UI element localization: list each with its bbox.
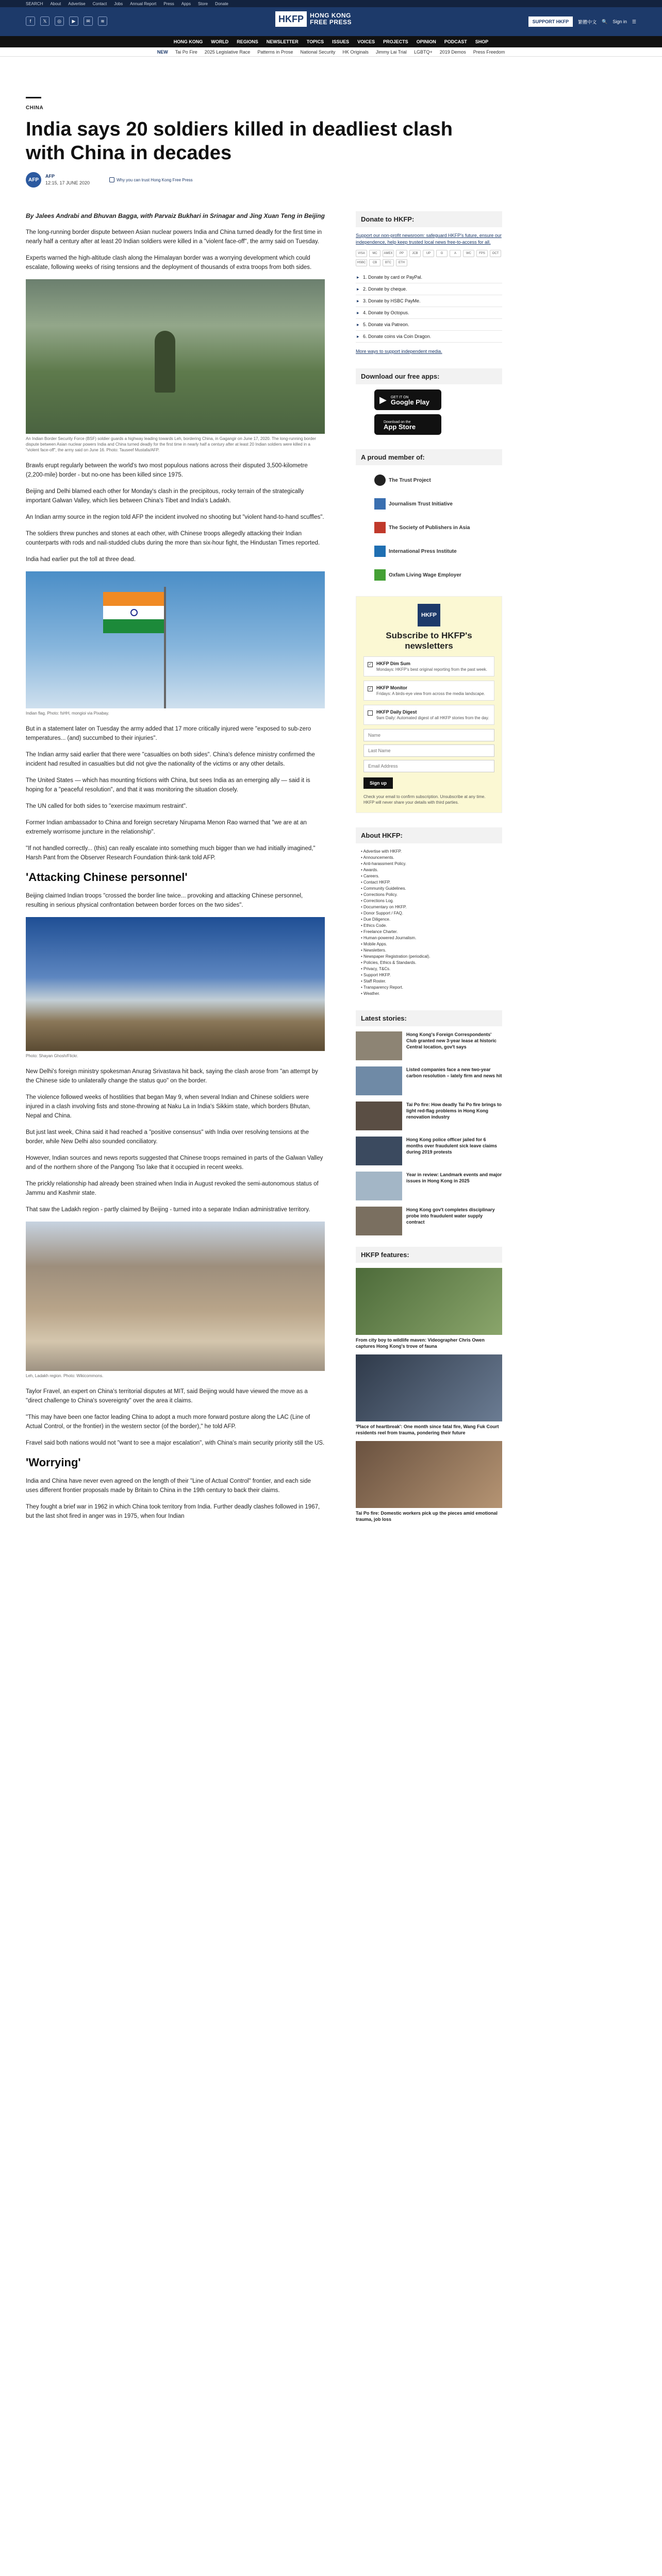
instagram-icon[interactable]: ◎ xyxy=(55,16,64,26)
rss-icon[interactable]: ≋ xyxy=(98,16,107,26)
ticker-item[interactable]: Jimmy Lai Trial xyxy=(375,49,407,55)
ethereum-icon: ETH xyxy=(396,259,407,266)
topbar-link-jobs[interactable]: Jobs xyxy=(114,1,123,6)
about-link[interactable]: • Policies, Ethics & Standards. xyxy=(361,960,502,966)
newsletter-widget xyxy=(356,596,502,813)
google-play-icon: ▶ xyxy=(379,394,387,405)
paragraph: The long-running border dispute between Asian nuclear powers India and China turned deadly for the first time in nearly half a century after at least 20 Indian soldiers were killed in a "violent face-off", the army said on Tuesday. xyxy=(26,229,322,245)
unionpay-icon: UP xyxy=(423,250,434,257)
features-widget xyxy=(356,1247,502,1522)
member-trust-project[interactable]: The Trust Project xyxy=(374,471,502,489)
ticker-item[interactable]: LGBTQ+ xyxy=(413,49,433,55)
paragraph: An Indian army source in the region told AFP the incident involved no shooting but "violent hand-to-hand scuffles". xyxy=(26,514,324,520)
paragraph: The UN called for both sides to "exercise maximum restraint". xyxy=(26,803,188,809)
wechat-icon: WC xyxy=(463,250,474,257)
paragraph: "This may have been one factor leading China to adopt a much more forward posture along the LAC (Line of Actual Control, or the frontier) in the western sector (of the border)," he told AFP. xyxy=(26,1414,310,1430)
author-name[interactable]: AFP xyxy=(45,174,55,179)
nav-shop[interactable]: SHOP xyxy=(475,39,489,44)
paragraph: Beijing and Delhi blamed each other for Monday's clash in the precipitous, rocky terrain of the strategically important Galwan Valley, which lies between China's Tibet and India's Ladakh. xyxy=(26,488,304,504)
first-name-input[interactable] xyxy=(363,729,494,741)
payment-icons xyxy=(356,250,502,266)
subheading: 'Attacking Chinese personnel' xyxy=(26,871,188,884)
figure-soldier xyxy=(26,279,325,453)
photo-china-landscape[interactable] xyxy=(26,917,325,1051)
email-input[interactable] xyxy=(363,760,494,772)
ticker-new-label: NEW xyxy=(157,49,168,55)
about-link[interactable]: • Donor Support / FAQ. xyxy=(361,910,502,917)
checkbox[interactable]: ✓ xyxy=(368,686,372,691)
nav-topics[interactable]: TOPICS xyxy=(306,39,324,44)
donate-options xyxy=(356,272,502,343)
byline xyxy=(26,172,193,188)
signin-link[interactable]: Sign in xyxy=(613,19,627,24)
app-store-button[interactable]: Download on the App Store xyxy=(374,414,441,435)
topbar-link-contact[interactable]: Contact xyxy=(92,1,107,6)
paragraph: The Indian army said earlier that there were "casualties on both sides". China's defence ministry confirmed the incident had resulted in casualties but did not give the nationality of the victims or any other details. xyxy=(26,752,315,767)
about-link[interactable]: • Transparency Report. xyxy=(361,985,502,991)
paragraph: However, Indian sources and news reports suggested that Chinese troops remained in parts of the Galwan Valley and of the northern shore of the Pangong Tso lake that it occupied in recent weeks. xyxy=(26,1155,323,1171)
about-link[interactable]: • Newspaper Registration (periodical). xyxy=(361,954,502,960)
support-button[interactable]: SUPPORT HKFP xyxy=(528,16,573,27)
about-link[interactable]: • Contact HKFP. xyxy=(361,879,502,886)
nav-world[interactable]: WORLD xyxy=(211,39,229,44)
about-link[interactable]: • Documentary on HKFP. xyxy=(361,904,502,910)
newsletter-note: Check your email to confirm subscription. Unsubscribe at any time. HKFP will never share your details with third parties. xyxy=(363,794,486,805)
paragraph: New Delhi's foreign ministry spokesman Anurag Srivastava hit back, saying the clash arose from "an attempt by the Chinese side to unilaterally change the status quo" on the border. xyxy=(26,1069,318,1084)
paypal-icon: PP xyxy=(396,250,407,257)
jcb-icon: JCB xyxy=(409,250,421,257)
about-link[interactable]: • Announcements. xyxy=(361,855,502,861)
sidebar xyxy=(356,211,502,1528)
ticker-item[interactable]: National Security xyxy=(300,49,336,55)
photo-ladakh[interactable] xyxy=(26,1222,325,1371)
hsbc-icon: HSBC xyxy=(356,259,367,266)
about-link[interactable]: • Careers. xyxy=(361,873,502,879)
section-label[interactable]: CHINA xyxy=(26,105,44,111)
latest-story[interactable]: Hong Kong police officer jailed for 6 months over fraudulent sick leave claims during 2019 protests xyxy=(356,1137,502,1165)
member-sopa[interactable]: The Society of Publishers in Asia xyxy=(374,519,502,536)
donate-option[interactable]: ▸ 5. Donate via Patreon. xyxy=(356,319,502,331)
nav-newsletter[interactable]: NEWSLETTER xyxy=(266,39,299,44)
donate-option[interactable]: ▸ 1. Donate by card or PayPal. xyxy=(356,272,502,283)
topbar-link-about[interactable]: About xyxy=(50,1,61,6)
paragraph: But in a statement later on Tuesday the army added that 17 more critically injured were "exposed to sub-zero temperatures... (and) succumbed to their injuries". xyxy=(26,726,311,741)
top-utility-bar xyxy=(0,0,662,7)
ticker-item[interactable]: HK Originals xyxy=(342,49,369,55)
site-logo[interactable] xyxy=(275,11,352,27)
about-link[interactable]: • Advertise with HKFP. xyxy=(361,849,502,855)
subheading: 'Worrying' xyxy=(26,1456,81,1469)
about-link[interactable]: • Newsletters. xyxy=(361,947,502,954)
newsletter-logo: HKFP xyxy=(418,604,440,626)
about-link[interactable]: • Corrections Log. xyxy=(361,898,502,904)
feature-story[interactable]: 'Place of heartbreak': One month since fatal fire, Wang Fuk Court residents reel from trauma, pondering their future xyxy=(356,1354,502,1436)
article-credit: By Jalees Andrabi and Bhuvan Bagga, with Parvaiz Bukhari in Srinagar and Jing Xuan Teng in Beijing xyxy=(26,212,325,219)
about-link[interactable]: • Mobile Apps. xyxy=(361,941,502,947)
ticker-item[interactable]: Patterns in Prose xyxy=(257,49,293,55)
feature-story[interactable]: From city boy to wildlife maven: Videographer Chris Owen captures Hong Kong's trove of fauna xyxy=(356,1268,502,1349)
bitcoin-icon: BTC xyxy=(383,259,394,266)
ticker-item[interactable]: Tai Po Fire xyxy=(175,49,197,55)
about-link[interactable]: • Freelance Charter. xyxy=(361,929,502,935)
paragraph: Taylor Fravel, an expert on China's territorial disputes at MIT, said Beijing would have viewed the move as a "direct challenge to China's sovereignty" over the area it claims. xyxy=(26,1388,308,1404)
site-header xyxy=(0,7,662,36)
donate-text xyxy=(356,232,502,246)
donate-option[interactable]: ▸ 6. Donate coins via Coin Dragon. xyxy=(356,331,502,343)
paragraph: But just last week, China said it had reached a "positive consensus" with India over resolving tensions at the border, while New Delhi also sounded conciliatory. xyxy=(26,1129,309,1145)
member-oxfam[interactable]: Oxfam Living Wage Employer xyxy=(374,566,502,584)
paragraph: The soldiers threw punches and stones at each other, with Chinese troops allegedly attacking their Indian counterparts with rods and nail-studded clubs during the more than six-hour fight, the Hindustan Times reported. xyxy=(26,531,320,546)
latest-story[interactable]: Hong Kong's Foreign Correspondents' Club granted new 3-year lease at historic Central location, gov't says xyxy=(356,1031,502,1060)
checkbox[interactable]: ✓ xyxy=(368,662,372,667)
ticker-item[interactable]: 2025 Legislative Race xyxy=(204,49,251,55)
nav-projects[interactable]: PROJECTS xyxy=(383,39,408,44)
facebook-icon[interactable]: f xyxy=(26,16,35,26)
main-nav xyxy=(0,36,662,47)
nav-podcast[interactable]: PODCAST xyxy=(444,39,467,44)
figure-caption: An Indian Border Security Force (BSF) soldier guards a highway leading towards Leh, bordering China, in Gagangir on June 17, 2020. The long-running border dispute between Asian nuclear powers India and China turned deadly for the first time in nearly half a century after at least 20 Indian soldiers were killed in a "violent face-off", the army said on June 16. Photo: Tauseef Mustafa/AFP. xyxy=(26,436,316,452)
checkbox[interactable] xyxy=(368,710,373,716)
signup-button[interactable]: Sign up xyxy=(363,777,393,789)
trust-note[interactable] xyxy=(109,177,193,182)
nav-opinion[interactable]: OPINION xyxy=(416,39,436,44)
photo-soldier[interactable] xyxy=(26,279,325,434)
figure-caption: Indian flag. Photo: fsHH, mongioi via Pixabay. xyxy=(26,711,109,716)
ticker-item[interactable]: Press Freedom xyxy=(473,49,505,55)
nav-regions[interactable]: REGIONS xyxy=(237,39,258,44)
search-icon[interactable]: 🔍 xyxy=(602,19,608,24)
header-actions xyxy=(528,16,636,27)
trust-note-text: Why you can trust Hong Kong Free Press xyxy=(117,177,193,182)
topbar-link-store[interactable]: Store xyxy=(197,1,208,6)
visa-icon: VISA xyxy=(356,250,367,257)
about-link[interactable]: • Community Guidelines. xyxy=(361,886,502,892)
logo-text: HONG KONG FREE PRESS xyxy=(310,12,352,26)
about-link[interactable]: • Corrections Policy. xyxy=(361,892,502,898)
paragraph: Beijing claimed Indian troops "crossed the border line twice... provoking and attacking Chinese personnel, resulting in serious physical confrontation between border forces on the two sides". xyxy=(26,893,303,908)
paragraph: Fravel said both nations would not "want to see a major escalation", with China's main security priority still the US. xyxy=(26,1440,325,1446)
member-widget xyxy=(356,449,502,584)
about-link[interactable]: • Weather. xyxy=(361,991,502,997)
paragraph: India had earlier put the toll at three dead. xyxy=(26,556,136,563)
donate-more-link[interactable]: More ways to support independent media. xyxy=(356,349,442,354)
paragraph: They fought a brief war in 1962 in which China took territory from India. Further deadly clashes followed in 1967, but the last shot fired in anger was in 1975, when four Indian xyxy=(26,1504,320,1519)
octopus-icon: OCT xyxy=(490,250,501,257)
latest-story[interactable]: Listed companies face a new two-year carbon resolution – lately firm and news hit xyxy=(356,1066,502,1095)
about-link[interactable]: • Support HKFP. xyxy=(361,972,502,978)
nav-hong-kong[interactable]: HONG KONG xyxy=(173,39,203,44)
figure-flag xyxy=(26,571,325,716)
divider xyxy=(26,97,41,98)
newsletter-option-dim-sum[interactable]: ✓ HKFP Dim Sum Mondays: HKFP's best original reporting from the past week. xyxy=(363,656,494,676)
social-links xyxy=(26,16,107,26)
latest-title: Latest stories: xyxy=(356,1010,502,1026)
latest-widget xyxy=(356,1010,502,1235)
logo-mark: HKFP xyxy=(275,11,307,27)
photo-indian-flag[interactable] xyxy=(26,571,325,708)
paragraph: The United States — which has mounting frictions with China, but sees India as an emerging ally — said it is hoping for a "peaceful resolution", and that it was monitoring the situation closely. xyxy=(26,777,310,793)
figure-caption: Photo: Shayan Ghosh/Flickr. xyxy=(26,1054,78,1058)
about-link[interactable]: • Due Diligence. xyxy=(361,917,502,923)
topbar-link-annual-report[interactable]: Annual Report xyxy=(130,1,157,6)
byline-meta xyxy=(45,173,90,187)
feature-story[interactable]: Tai Po fire: Domestic workers pick up the pieces amid emotional trauma, job loss xyxy=(356,1441,502,1522)
language-switch[interactable]: 繁體中文 xyxy=(578,19,597,25)
coinbase-icon: CB xyxy=(369,259,380,266)
article-title: India says 20 soldiers killed in deadliest clash with China in decades xyxy=(26,118,453,164)
paragraph: The violence followed weeks of hostilities that began May 9, when several Indian and Chinese soldiers were injured in a clash involving fists and stone-throwing at Naku La in India's Sikkim state, which borders Bhutan, Nepal and China. xyxy=(26,1094,310,1119)
twitter-icon[interactable]: 𝕏 xyxy=(40,16,49,26)
paragraph: "If not handled correctly... (this) can really escalate into something much bigger than we had initially imagined," Harsh Pant from the Observer Research Foundation think-tank told AFP. xyxy=(26,845,316,861)
shield-icon xyxy=(109,177,114,182)
youtube-icon[interactable]: ▶ xyxy=(69,16,78,26)
fps-icon: FPS xyxy=(476,250,488,257)
google-play-button[interactable]: ▶ GET IT ON Google Play xyxy=(374,389,441,410)
publish-date: 12:15, 17 JUNE 2020 xyxy=(45,180,90,185)
newsletter-title: Subscribe to HKFP's newsletters xyxy=(386,631,472,651)
figure-ladakh xyxy=(26,1222,325,1379)
newsletter-option-digest[interactable]: HKFP Daily Digest 9am Daily: Automated digest of all HKFP stories from the day. xyxy=(363,705,494,725)
topbar-link-advertise[interactable]: Advertise xyxy=(68,1,86,6)
author-avatar[interactable]: AFP xyxy=(26,172,41,188)
ticker-item[interactable]: 2019 Demos xyxy=(439,49,466,55)
topbar-link-search[interactable]: SEARCH xyxy=(26,1,43,6)
about-link[interactable]: • Anti-harassment Policy. xyxy=(361,861,502,867)
mail-icon[interactable]: ✉ xyxy=(84,16,93,26)
apple-pay-icon: A xyxy=(450,250,461,257)
last-name-input[interactable] xyxy=(363,744,494,757)
figure-caption: Leh, Ladakh region. Photo: Wikicommons. xyxy=(26,1374,104,1378)
newsletter-option-monitor[interactable]: ✓ HKFP Monitor Fridays: A birds-eye view from across the media landscape. xyxy=(363,681,494,701)
latest-story[interactable]: Tai Po fire: How deadly Tai Po fire brings to light red-flag problems in Hong Kong renovation industry xyxy=(356,1101,502,1130)
nav-voices[interactable]: VOICES xyxy=(357,39,375,44)
about-links xyxy=(356,849,502,997)
donate-widget xyxy=(356,211,502,354)
paragraph: Experts warned the high-altitude clash along the Himalayan border was a worrying development which could escalate, following weeks of rising tensions and the deployment of thousands of extra troops from both sides. xyxy=(26,255,312,270)
topbar-link-press[interactable]: Press xyxy=(163,1,174,6)
menu-icon[interactable]: ☰ xyxy=(632,19,636,24)
amex-icon: AMEX xyxy=(383,250,394,257)
mastercard-icon: MC xyxy=(369,250,380,257)
latest-story[interactable]: Year in review: Landmark events and major issues in Hong Kong in 2025 xyxy=(356,1172,502,1200)
about-link[interactable]: • Human-powered Journalism. xyxy=(361,935,502,941)
apps-title: Download our free apps: xyxy=(356,368,502,384)
paragraph: Former Indian ambassador to China and foreign secretary Nirupama Menon Rao warned that "we are at an extremely worrisome juncture in the relationship". xyxy=(26,820,307,835)
apps-widget xyxy=(356,368,502,435)
paragraph: The prickly relationship had already been strained when India in August revoked the semi-autonomous status of Jammu and Kashmir state. xyxy=(26,1181,319,1196)
donate-option[interactable]: ▸ 3. Donate by HSBC PayMe. xyxy=(356,295,502,307)
donate-title: Donate to HKFP: xyxy=(356,211,502,227)
topbar-link-apps[interactable]: Apps xyxy=(181,1,191,6)
trending-ticker xyxy=(0,47,662,57)
member-ipi[interactable]: International Press Institute xyxy=(374,543,502,560)
features-title: HKFP features: xyxy=(356,1247,502,1263)
member-jti[interactable]: Journalism Trust Initiative xyxy=(374,495,502,513)
paragraph: Brawls erupt regularly between the world's two most populous nations across their disputed 3,500-kilometre (2,200-mile) border - but no-one has been killed since 1975. xyxy=(26,463,308,478)
latest-story[interactable]: Hong Kong gov't completes disciplinary probe into fraudulent water supply contract xyxy=(356,1207,502,1235)
about-widget xyxy=(356,827,502,997)
about-link[interactable]: • Staff Roster. xyxy=(361,978,502,985)
article-body xyxy=(26,211,325,1528)
donate-text-link[interactable]: Support our non-profit newsroom: safeguard HKFP's future, ensure our independence, help keep trusted local news free-to-access for all. xyxy=(356,233,502,245)
paragraph: That saw the Ladakh region - partly claimed by Beijing - turned into a separate Indian administrative territory. xyxy=(26,1207,310,1213)
donate-option[interactable]: ▸ 2. Donate by cheque. xyxy=(356,283,502,295)
topbar-link-donate[interactable]: Donate xyxy=(215,1,228,6)
paragraph: India and China have never even agreed on the length of their "Line of Actual Control" frontier, and each side uses different frontier proposals made by Britain to China in the 19th century to back their claims. xyxy=(26,1478,311,1494)
about-title: About HKFP: xyxy=(356,827,502,843)
about-link[interactable]: • Ethics Code. xyxy=(361,923,502,929)
about-link[interactable]: • Awards. xyxy=(361,867,502,873)
nav-issues[interactable]: ISSUES xyxy=(332,39,350,44)
figure-china xyxy=(26,917,325,1059)
member-title: A proud member of: xyxy=(356,449,502,465)
donate-option[interactable]: ▸ 4. Donate by Octopus. xyxy=(356,307,502,319)
google-pay-icon: G xyxy=(436,250,448,257)
about-link[interactable]: • Privacy, T&Cs. xyxy=(361,966,502,972)
